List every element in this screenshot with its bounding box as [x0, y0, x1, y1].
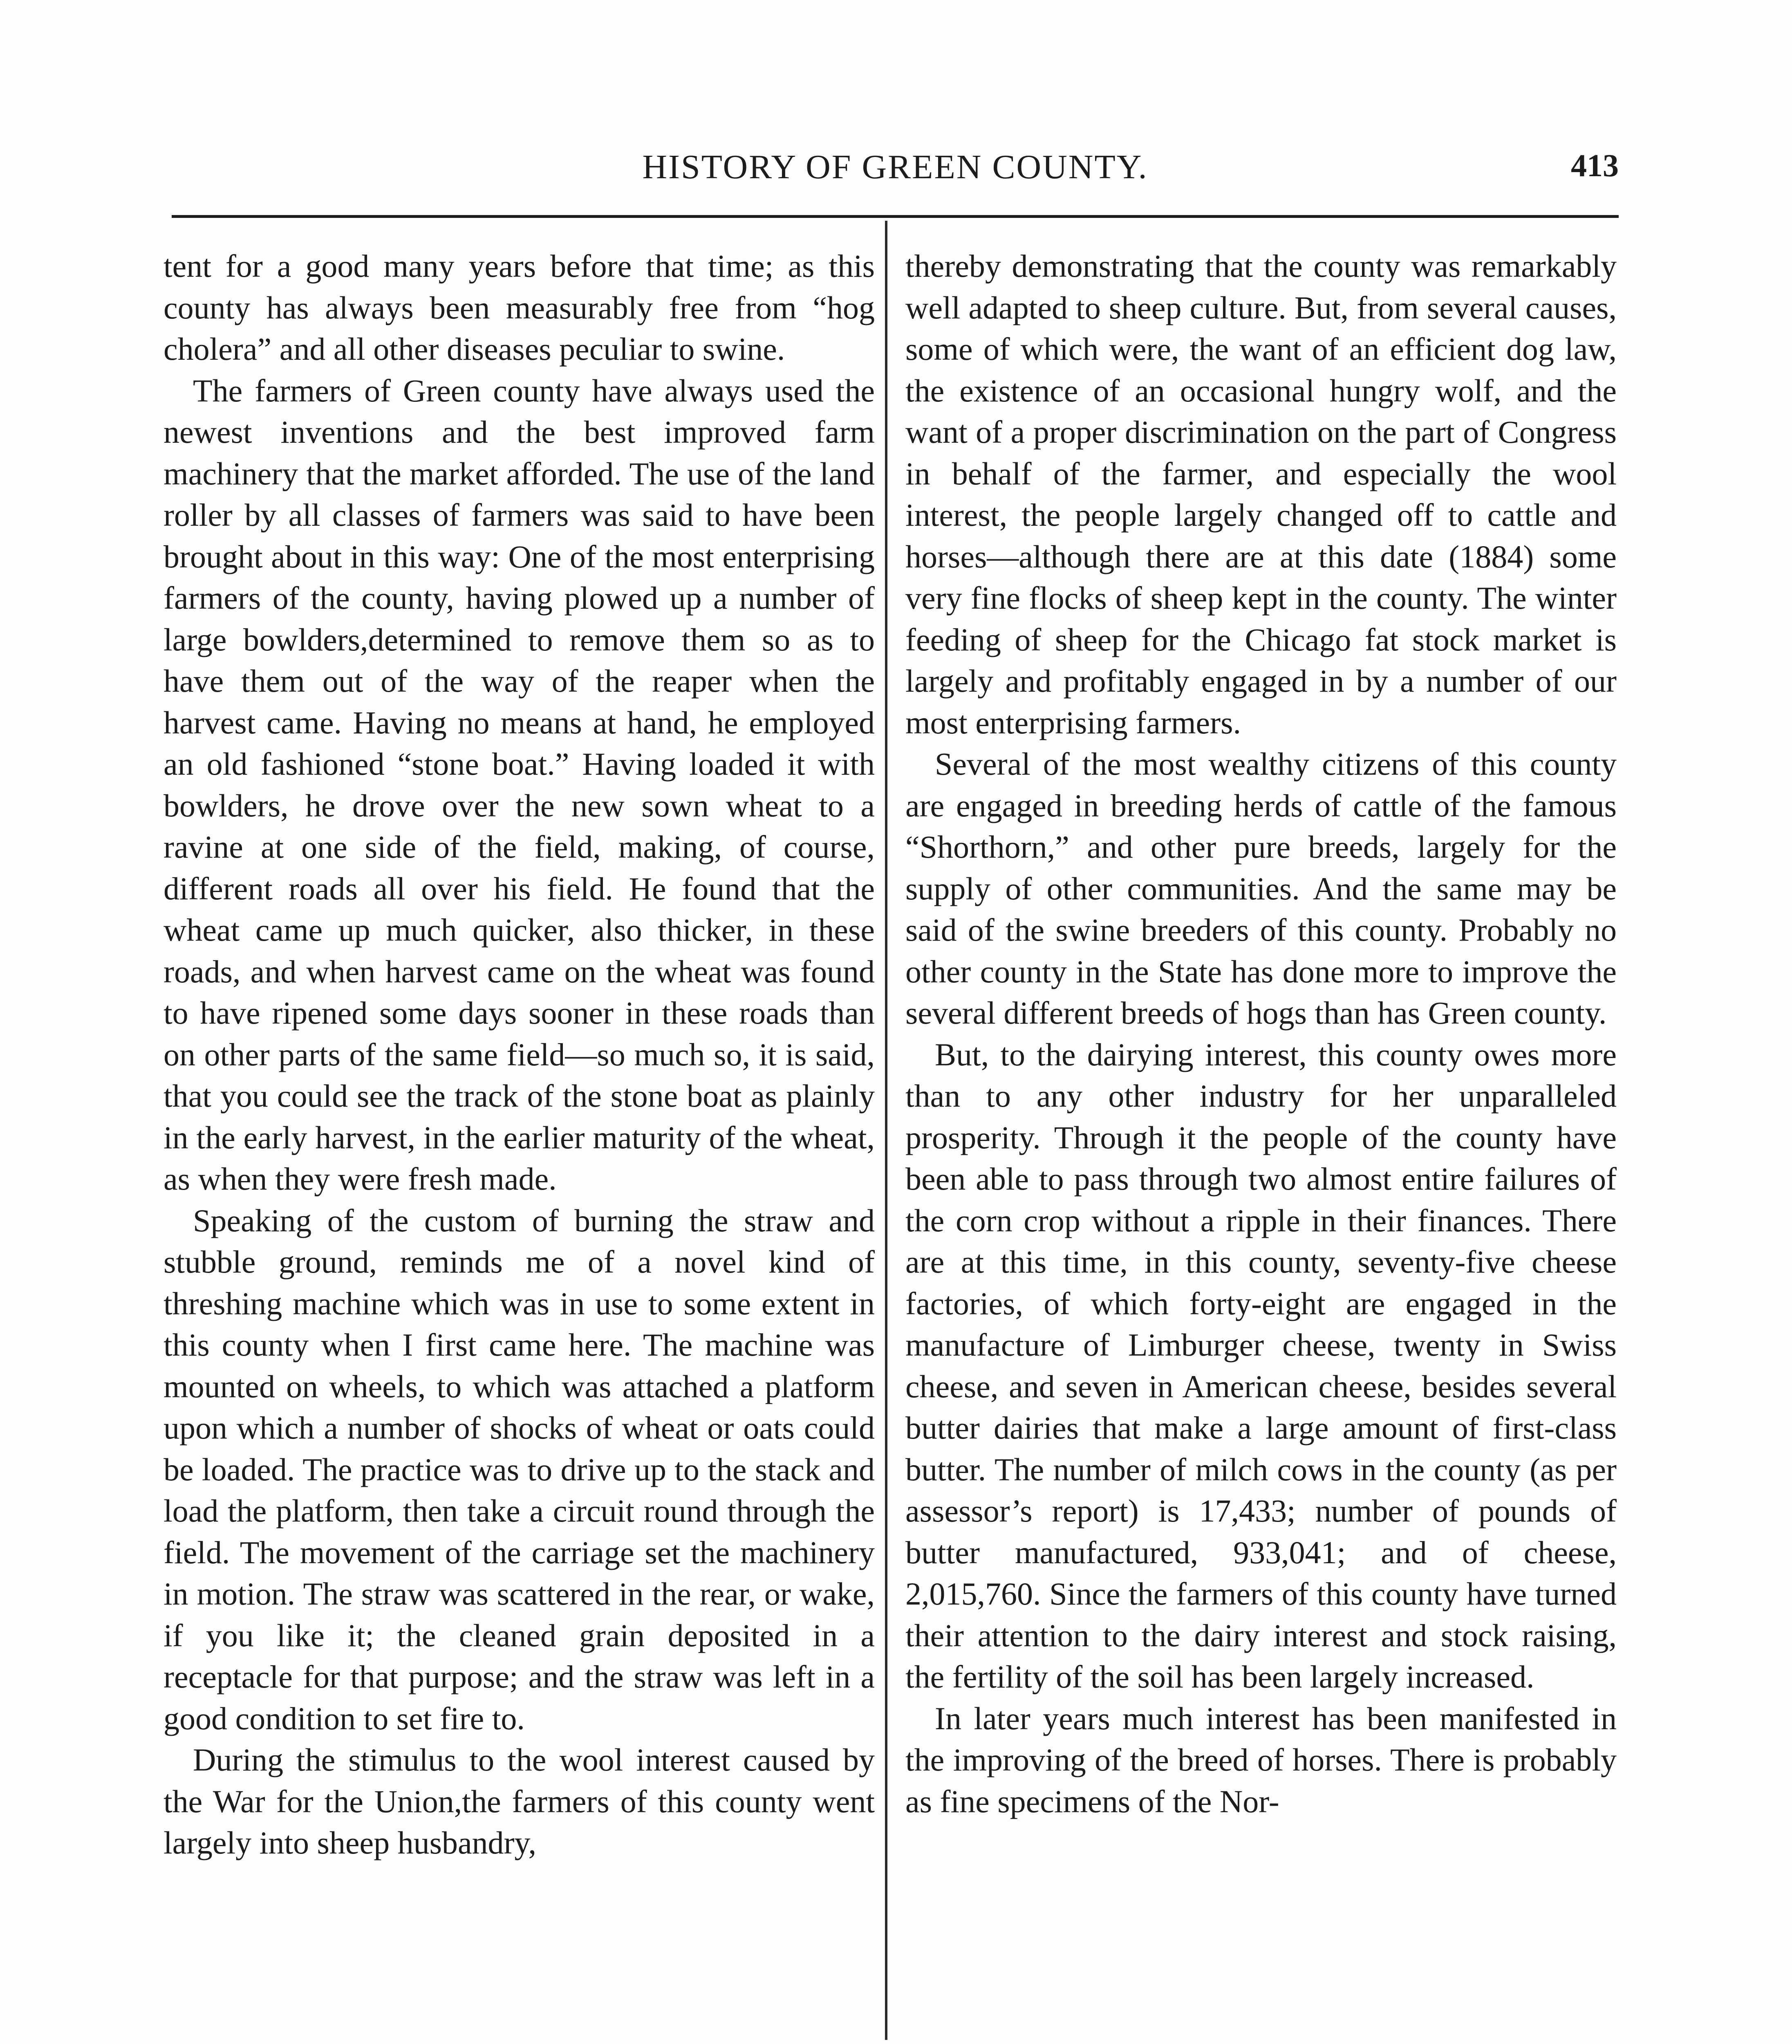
paragraph: tent for a good many years before that time; as this county has always been measurably free from “hog cholera” and all other diseases peculiar to swine. [164, 248, 875, 367]
paragraph: Speaking of the custom of burning the straw and stubble ground, reminds me of a novel kind of threshing machine which was in use to some extent in this county when I first came here. The machine was mounted on wheels, to which was attached a platform upon which a number of shocks of wheat or oats could be loaded. The practice was to drive up to the stack and load the platform, then take a circuit round through the field. The movement of the carriage set the machinery in motion. The straw was scattered in the rear, or wake, if you like it; the cleaned grain deposited in a receptacle for that purpose; and the straw was left in a good condition to set fire to. [164, 1202, 875, 1736]
header-rule [172, 215, 1619, 218]
page-number: 413 [1571, 148, 1619, 183]
running-head [172, 147, 1619, 196]
paragraph: thereby demonstrating that the county was remarkably well adapted to sheep culture. But, from several causes, some of which were, the want of an efficient dog law, the existence of an occasional hungry wolf, and the want of a proper discrimination on the part of Congress in behalf of the farmer, and especially the wool interest, the people largely changed off to cattle and horses—although there are at this date (1884) some very fine flocks of sheep kept in the county. The winter feeding of sheep for the Chicago fat stock market is largely and profitably engaged in by a number of our most enterprising farmers. [905, 248, 1617, 740]
column-divider [885, 221, 887, 2040]
paragraph: In later years much interest has been manifested in the improving of the breed of horses. There is probably as fine specimens of the Nor- [905, 1700, 1617, 1819]
paragraph: During the stimulus to the wool interest caused by the War for the Union,the farmers of this county went largely into sheep husbandry, [164, 1742, 875, 1860]
paragraph: But, to the dairying interest, this county owes more than to any other industry for her unparalleled prosperity. Through it the people of the county have been able to pass through two almost entire failures of the corn crop without a ripple in their finances. There are at this time, in this county, seventy-five cheese factories, of which forty-eight are engaged in the manufacture of Limburger cheese, twenty in Swiss cheese, and seven in American cheese, besides several butter dairies that make a large amount of first-class butter. The number of milch cows in the county (as per assessor’s report) is 17,433; number of pounds of butter manufactured, 933,041; and of cheese, 2,015,760. Since the farmers of this county have turned their attention to the dairy interest and stock raising, the fertility of the soil has been largely increased. [905, 1036, 1617, 1694]
page-title: HISTORY OF GREEN COUNTY. [642, 148, 1148, 186]
right-column [905, 245, 1617, 2044]
paragraph: Several of the most wealthy citizens of this county are engaged in breeding herds of cattle of the famous “Shorthorn,” and other pure breeds, largely for the supply of other communities. And the same may be said of the swine breeders of this county. Probably no other county in the State has done more to improve the several different breeds of hogs than has Green county. [905, 746, 1617, 1031]
paragraph: The farmers of Green county have always used the newest inventions and the best improved farm machinery that the market afforded. The use of the land roller by all classes of farmers was said to have been brought about in this way: One of the most enterprising farmers of the county, having plowed up a number of large bowlders,determined to remove them so as to have them out of the way of the reaper when the harvest came. Having no means at hand, he employed an old fashioned “stone boat.” Having loaded it with bowlders, he drove over the new sown wheat to a ravine at one side of the field, making, of course, different roads all over his field. He found that the wheat came up much quicker, also thicker, in these roads, and when harvest came on the wheat was found to have ripened some days sooner in these roads than on other parts of the same field—so much so, it is said, that you could see the track of the stone boat as plainly in the early harvest, in the earlier maturity of the wheat, as when they were fresh made. [164, 372, 875, 1197]
left-column [164, 245, 875, 2044]
